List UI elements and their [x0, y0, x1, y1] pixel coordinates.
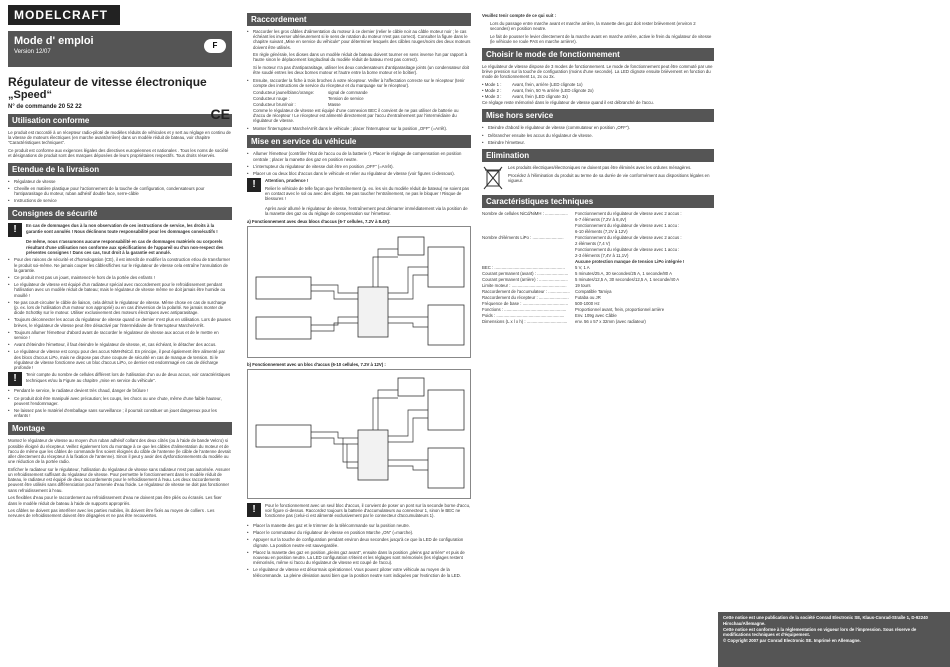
spec-value: env. 56 x 57 x 32mm (avec radiateur) — [575, 318, 646, 324]
warning-block — [247, 178, 471, 204]
spec-key: Courant permanent (arrière) : ........................ — [482, 276, 568, 282]
language-badge: F — [204, 39, 226, 53]
paragraph: Enficher le radiateur sur le régulateur, l'utilisation du régulateur de vitesse sans radiateur n'est pas autorisée. Assurer un refroidissement suffisant du régulateur de vitesse. Pour permettre le fonctionnement dans le modèle réduit de bateau, le radiateur est équipé de deux raccordements pour le refroidissement à l'eau. Les deux raccordements peuvent être utilisés sans différenciation pour l'amenée d'eau froide. Le régulateur de vitesse ne doit pas fonctionner sans refroidissement à l'eau. — [8, 466, 231, 493]
safety-list-2 — [8, 388, 232, 418]
section-header-utilisation: Utilisation conforme — [8, 114, 232, 127]
section-header-raccordement: Raccordement — [247, 13, 471, 26]
warning-icon: ! — [247, 503, 261, 517]
spec-key: Nombre d'éléments LiPo : .......................... — [482, 234, 564, 240]
section-header-montage: Montage — [8, 422, 232, 435]
spec-value: Proportionnel avant, frein, proportionnel arrière — [575, 306, 665, 312]
spec-value: 6-7 éléments (7,2V à 8,4V) — [575, 216, 627, 222]
section-header-livraison: Etendue de la livraison — [8, 163, 232, 176]
spec-value: Fonctionnement du régulateur de vitesse avec 2 accus : — [575, 234, 682, 240]
wire-table — [247, 90, 471, 108]
section-header-mise-en-service: Mise en service du véhicule — [247, 135, 471, 148]
connect-list — [247, 29, 471, 50]
list-item: • Le régulateur de vitesse est désormais opérationnel. Vous pouvez piloter votre véhicule au moyen de la télécommande. La pleine déviation aussi bien que la position neutre sont indiquées par l'extinction de la LED. — [247, 567, 471, 577]
disposal-block — [482, 165, 714, 191]
list-item: • Ne pas court-circuiter le câble de liaison, cela détruit le régulateur de vitesse. Même chose en cas de surcharge (p. ex. lors de l'utilisation d'un moteur non approprié) ou en cas d'inversion de la polarité. Ne jamais monter de diode Schottky sur le moteur. Utiliser exclusivement des moteurs électriques avec antiparasitage. — [8, 300, 232, 316]
warning-text: De même, nous n'assumons aucune responsabilité en cas de dommages matériels ou corporels résultant d'une utilisation non conforme aux spécifications de l'appareil ou d'un non-respect des présentes consignes ! Dans ces cas, tout droit à la garantie est annulé. — [26, 239, 224, 255]
footer-box — [718, 612, 950, 667]
spec-key: Fréquence de base : ...................................... — [482, 300, 568, 306]
spec-value: Aucune protection manque de tension LiPo intégrée ! — [575, 258, 685, 264]
paragraph: Ce produit est conforme aux exigences légales des directives européennes et nationales . Tous les noms de société et désignations de produit sont des marques déposées de leurs propriétaires respectifs. Tous droits réservés. — [8, 148, 229, 159]
spec-row — [482, 319, 714, 325]
paragraph: Si le moteur n'a pas d'antiparasitage, utiliser les deux condensateurs d'antiparasitage joints (un condensateur doit être soudé entres les deux bornes moteur et l'autre entre la borne moteur et le boîtier). — [253, 64, 470, 75]
shutdown-list — [482, 125, 714, 145]
warning-title: Attention, prudence ! — [265, 178, 309, 184]
list-item: • Raccorder les gros câbles d'alimentation du moteur à ce dernier (relier le câble noir au câble moteur noir ; le cas échéant les inverser ultérieurement si le sens de rotation du moteur n'est pas correct). Consulter la figure dans le chapitre suivant „Mise en service du véhicule" pour déterminer lesquels des câbles rouges/noirs des deux moteurs doivent être utilisés. — [247, 29, 471, 50]
list-item: • Ne laissez pas le matériel d'emballage sans surveillance ; il pourrait constituer un jouet dangereux pour les enfants ! — [8, 408, 232, 418]
spec-key: BEC : ........................................................... — [482, 264, 565, 270]
product-title: Régulateur de vitesse électronique — [8, 75, 207, 89]
list-item: • Régulateur de vitesse — [8, 179, 232, 184]
list-item: • Pour des raisons de sécurité et d'homologation (CE), il est interdit de modifier la construction et/ou de transformer le produit soi-même. Ne jamais couper les câbles/fiches sur le régulateur de vitesse cela entraîne l'annulation de la garantie. — [8, 257, 232, 273]
spec-key: Fonctions : .................................................... — [482, 306, 567, 312]
spec-table — [482, 211, 714, 325]
spec-value: 500-1000 Hz — [575, 300, 600, 306]
list-item: • Eteindre l'émetteur. — [482, 140, 714, 145]
paragraph: Comme le régulateur de vitesse est équipé d'une connexion BEC il convient de ne pas utiliser de batterie ou d'accu de récepteur ! Le récepteur est alimenté directement par l'accu d'entraînement par l'intermédiaire du régulateur de vitesse. — [253, 108, 459, 124]
wiring-diagram-b-svg — [248, 370, 470, 498]
spec-value: 19 tours — [575, 282, 591, 288]
section-header-hors-service: Mise hors service — [482, 109, 714, 122]
connect-list-2 — [247, 78, 471, 88]
column-left — [0, 0, 240, 667]
warning-block — [8, 372, 232, 386]
footer-line: Cette notice est conforme à la réglementation en vigueur lors de l'impression. Sous réserve de modifications techniques et d'équipement. — [723, 626, 917, 638]
paragraph: Le régulateur de vitesse dispose de 3 modes de fonctionnement. Le mode de fonctionnement peut être commuté par une brève pression sur la touche de configuration (moins d'une seconde). La LED clignote ensuite brièvement en fonction du mode de fonctionnement 1x, 2x ou 3x. — [482, 64, 713, 80]
spec-key: Nombre de cellules NiCd/NiMH : ................... — [482, 210, 568, 216]
note-intro: Veuillez tenir compte de ce qui suit : — [482, 13, 557, 18]
section-header-mode: Choisir le mode de fonctionnement — [482, 48, 714, 61]
mode-title: Mode d' emploi — [14, 35, 94, 47]
list-item: • Instructions de service — [8, 198, 232, 203]
list-item: • L'interrupteur du régulateur de vitesse doit être en position „OFF" (=Arrêt). — [247, 164, 471, 169]
warning-icon: ! — [8, 223, 22, 237]
right-inner — [482, 48, 714, 325]
list-item: • Placer le commutateur du régulateur de vitesse en position Marche „ON" (=marche). — [247, 530, 471, 535]
warning-text: Tenir compte du nombre de cellules différent lors de l'utilisation d'un ou de deux accus, voir caractéristiques techniques et/ou la Figure au chapitre „mise en service du véhicule". — [26, 372, 231, 383]
spec-value: Fonctionnement du régulateur de vitesse avec 1 accu : — [575, 246, 680, 252]
crossed-bin-icon — [482, 165, 504, 191]
spec-value: 5 V, 1 A — [575, 264, 590, 270]
brand-logo: MODELCRAFT — [8, 5, 120, 25]
product-subtitle: „Speed“ — [8, 89, 53, 101]
startup-list-2 — [247, 523, 471, 578]
paragraph: En règle générale, les dioses dans un modèle réduit de bateau doivent tourner en sens inverse l'un par rapport à l'autre sinon le déplacement longitudinal du modèle réduit de bateau n'est pas correct). — [253, 51, 468, 63]
startup-list — [247, 151, 471, 176]
spec-value: Fonctionnement du régulateur de vitesse avec 2 accus : — [575, 210, 682, 216]
mode-value: Avant, frein (LED clignote 3x) — [512, 94, 568, 100]
spec-key: Raccordement de l'accumulateur : .................. — [482, 288, 570, 294]
spec-value: 5 minutes/12,5 A, 30 secondes/12,5 A, 1 seconde/40 A — [575, 276, 680, 282]
spec-value: Fonctionnement du régulateur de vitesse avec 1 accu : — [575, 222, 680, 228]
list-item: • Pendant le service, le radiateur devient très chaud, danger de brûlure ! — [8, 388, 232, 393]
spec-value: Futaba ou JR — [575, 294, 601, 300]
spec-key: Raccordement du récepteur : ......................... — [482, 294, 569, 300]
list-item: • Cheville en matière plastique pour l'actionnement de la touche de configuration, condensateurs pour l'antiparasitage du moteur, ruban adhésif double face, serre-câble — [8, 186, 232, 196]
list-item: • Avant d'éteindre l'émetteur, il faut éteindre le régulateur de vitesse, et, cas échéant, le détacher des accus. — [8, 342, 232, 347]
list-item: • Toujours allumer l'émetteur d'abord avant de raccorder le régulateur de vitesse aux accus et de le mettre en service ! — [8, 330, 232, 340]
wire-label: Conducteur rouge : — [253, 96, 290, 102]
list-item: • Ce produit n'est pas un jouet, maintenez-le hors de la portée des enfants ! — [8, 275, 232, 280]
mode-label: • Mode 1 : — [482, 82, 502, 88]
paragraph: Après avoir allumé le régulateur de vitesse, l'entraînement peut démarrer immédiatement via la position de la manette des gaz ou du réglage de compensation sur l'émetteur. — [265, 205, 468, 217]
connect-list-3 — [247, 126, 471, 131]
list-item: • Allumer l'émetteur (contrôler l'état de l'accu ou de la batterie !). Placer le réglage de compensation en position centrale ; placer la manette des gaz en position neutre. — [247, 151, 471, 161]
spec-value: 2-3 éléments (7,4V à 11,1V) — [575, 252, 629, 258]
list-item: • Placer un ou deux bloc d'accus dans le véhicule et relier au régulateur de vitesse (voir figures ci-dessous). — [247, 171, 471, 176]
wire-label: Conducteur brun/noir : — [253, 102, 296, 108]
mode-box — [8, 31, 232, 67]
wiring-diagram-a — [247, 226, 471, 358]
delivery-list — [8, 179, 232, 204]
list-item: • Placer la manette des gaz et le trimmer de la télécommande sur la position neutre. — [247, 523, 471, 528]
warning-icon: ! — [247, 178, 261, 192]
figure-b-label: b) Fonctionnement avec un bloc d'accus (6-10 cellules, 7.2V à 12V) : — [247, 361, 386, 367]
warning-icon: ! — [8, 372, 22, 386]
list-item: • Monter l'interrupteur Marche/Arrêt dans le véhicule ; placer l'interrupteur sur la position „OFF" (=Arrêt). — [247, 126, 471, 131]
spec-key: Dimensions (L x l x h) : .................................. — [482, 318, 568, 324]
warning-block — [247, 503, 471, 521]
spec-value: 2 éléments (7,4 V) — [575, 240, 611, 246]
mode-label: • Mode 2 : — [482, 88, 502, 94]
paragraph: Les câbles ne doivent pas interférer avec les parties mobiles, ils doivent être fixés au moyen de colliers . Les nervures de refroidissement doivent être dégagées et ne pas être recouvertes. — [8, 508, 215, 519]
wiring-diagram-a-svg — [248, 227, 470, 357]
paragraph: Le produit est raccordé à un récepteur radio-piloté de modèles réduits de véhicules et y sert au réglage en continu de la vitesse de moteurs électriques (en marche avant/arrière) dans un modèle réduit de bateau, voir chapitre "Caractéristiques techniques". — [8, 130, 231, 146]
spec-value: 6-10 éléments (7,2V à 12V) — [575, 228, 628, 234]
list-item: • Appuyer sur la touche de configuration pendant environ deux secondes jusqu'à ce que la LED de configuration clignote. La position neutre est sauvegardée. — [247, 537, 471, 547]
list-item: • Ensuite, raccorder la fiche à trois broches à votre récepteur. Veiller à l'affectation correcte sur le récepteur (tenir compte des instructions de service du récepteur et du marquage sur le récepteur). — [247, 78, 471, 88]
spec-value: Env. 109g avec Câble — [575, 312, 617, 318]
paragraph: Procédez à l'élimination du produit au terme de sa durée de vie conformément aux dispositions légales en vigueur. — [508, 172, 710, 183]
list-item: • Toujours déconnecter les accus du régulateur de vitesse quand ce dernier n'est plus en utilisation. Lors de pauses brèves, le régulateur de vitesse peut être désactivé par l'intermédiaire de l'interrupteur Marche/Arrêt. — [8, 317, 232, 327]
spec-value: 5 minutes/25 A, 30 secondes/25 A, 1 seconde/80 A — [575, 270, 672, 276]
section-header-elimination: Elimination — [482, 149, 714, 162]
footer-line: Cette notice est une publication de la société Conrad Electronic SE, Klaus-Conrad-Straße 1, D-92240 Hirschau/Allemagne. — [723, 615, 928, 626]
warning-block — [8, 223, 232, 237]
list-item: • Le régulateur de vitesse est équipé d'un radiateur spécial avec raccordement pour le refroidissement pendant l'utilisation avec un modèle réduit de bateau; mais le régulateur de vitesse même ne doit jamais être humide ou mouillé ! — [8, 282, 232, 298]
paragraph: Le fait de pousser le levier directement de la marche avant en marche arrière, active le frein du régulateur de vitesse (le véhicule ne roule PAS en marche arrière!). — [490, 33, 712, 44]
order-number: N° de commande 20 52 22 — [8, 104, 82, 110]
wire-label: Conducteur jaune/blanc/orange: — [253, 90, 315, 96]
warning-text: Pour le fonctionnement avec un seul bloc d'accus, il convient de poser un pont sur la seconde borne d'accu, voir figure ci-dessus. Raccordez toujours la batterie d'accumulateurs au connecteur 1, sinon le BEC ne fonctionne pas (celui-ci est alimenté exclusivement par le connecteur d'accumulateurs 1). — [265, 502, 471, 519]
mode-version: Version 12/07 — [14, 49, 51, 55]
figure-a-label: a) Fonctionnement avec deux blocs d'accus (6-7 cellules, 7.2V à 8.4V): — [247, 218, 391, 224]
wire-value: signal de commande — [328, 90, 368, 96]
spec-key: Courant permanent (avant) : .......................... — [482, 270, 569, 276]
column-right — [478, 0, 950, 667]
paragraph: Montez le régulateur de vitesse au moyen d'un ruban adhésif collant des deux côtés (ou à l'aide de bande Velcro) si possible éloigné du récepteur. Veillez également lors du montage à ce que les câbles d'alimentation du moteur et de l'accu de même que les câbles de commande fins soient éloignés du câble de l'antenne (le câble de l'antenne devrait aller directement du récepteur à la fixation de l'antenne). Sinon il peut y avoir des dysfonctionnements du modèle ou une réduction de la portée radio. — [8, 438, 231, 465]
column-middle — [243, 0, 475, 667]
list-item: • Ce produit doit être manipulé avec précaution; les coups, les chocs ou une chute, même d'une faible hauteur, peuvent l'endommager. — [8, 396, 232, 406]
list-item: • Placez la manette des gaz en position „pleins gaz avant", ensuite dans la position „pleins gaz arrière" et puis de nouveau en position neutre. La LED configuration s'éteint et les réglages sont mémorisés (les réglages restent mémorisés, même si l'accu du régulateur de vitesse est coupé de l'accu). — [247, 550, 471, 566]
spec-key: Poids : ......................................................... — [482, 312, 565, 318]
mode-label: • Mode 3 : — [482, 94, 502, 100]
paragraph: Ce réglage reste mémorisé dans le régulateur de vitesse quand il est débranché de l'accu. — [482, 100, 654, 106]
mode-list — [482, 82, 714, 100]
mode-value: Avant, frein, 50 % arrière (LED clignote 2x) — [512, 88, 594, 94]
spec-value: Compatible Tamiya — [575, 288, 612, 294]
mode-value: Avant, frein, arrière (LED clignote 1x) — [512, 82, 583, 88]
safety-list — [8, 257, 232, 370]
footer-line: © Copyright 2007 par Conrad Electronic SE. Imprimé en Allemagne. — [723, 638, 861, 644]
paragraph: Les produits électriques/électroniques ne doivent pas être éliminés avec les ordures ménagères. — [508, 164, 692, 170]
ce-mark: CE — [210, 106, 230, 122]
wire-value: Masse — [328, 102, 341, 108]
list-item: • Le régulateur de vitesse est conçu pour des accus NiMH/NiCd. En principe, il peut également être alimenté par des blocs d'accus LiPo, mais ne dispose pas d'une coupure de sécurité en cas de manque de tension. Si le régulateur de vitesse fonctionne avec un bloc d'accus LiPo, ce dernier est endommagé en cas de décharge profonde ! — [8, 349, 232, 370]
section-header-securite: Consignes de sécurité — [8, 207, 232, 220]
paragraph: Lors du passage entre marche avant et marche arrière, la manette des gaz doit rester brièvement (environ 2 secondes) en position neutre. — [490, 20, 696, 31]
spec-key: Limite moteur : .............................................. — [482, 282, 567, 288]
list-item: • Eteindre d'abord le régulateur de vitesse (commutateur en position „OFF"). — [482, 125, 714, 130]
warning-text: En cas de dommages dus à la non observation de ces instructions de service, les droits à la garantie sont annulés ! Nous déclinons toute responsabilité pour les dommages consécutifs ! — [26, 223, 218, 234]
warning-text: Relier le véhicule de telle façon que l'entraînement (p. ex. les vis du modèle réduit de bateau) ne soient pas en contact avec le sol ou avec des objets. Ne pas toucher l'entraînement, ne pas le bloquer ! Risque de blessures ! — [265, 185, 470, 202]
wiring-diagram-b — [247, 369, 471, 499]
wire-value: Tension de service — [328, 96, 364, 102]
section-header-caracteristiques: Caractéristiques techniques — [482, 195, 714, 208]
paragraph: Les flexibles d'eau pour le raccordement au refroidissement d'eau ne doivent pas être pliés ou écrasés. Les fixer dans le modèle réduit de bateau à l'aide de supports appropriés. — [8, 495, 222, 506]
list-item: • Débrancher ensuite les accus du régulateur de vitesse. — [482, 133, 714, 138]
